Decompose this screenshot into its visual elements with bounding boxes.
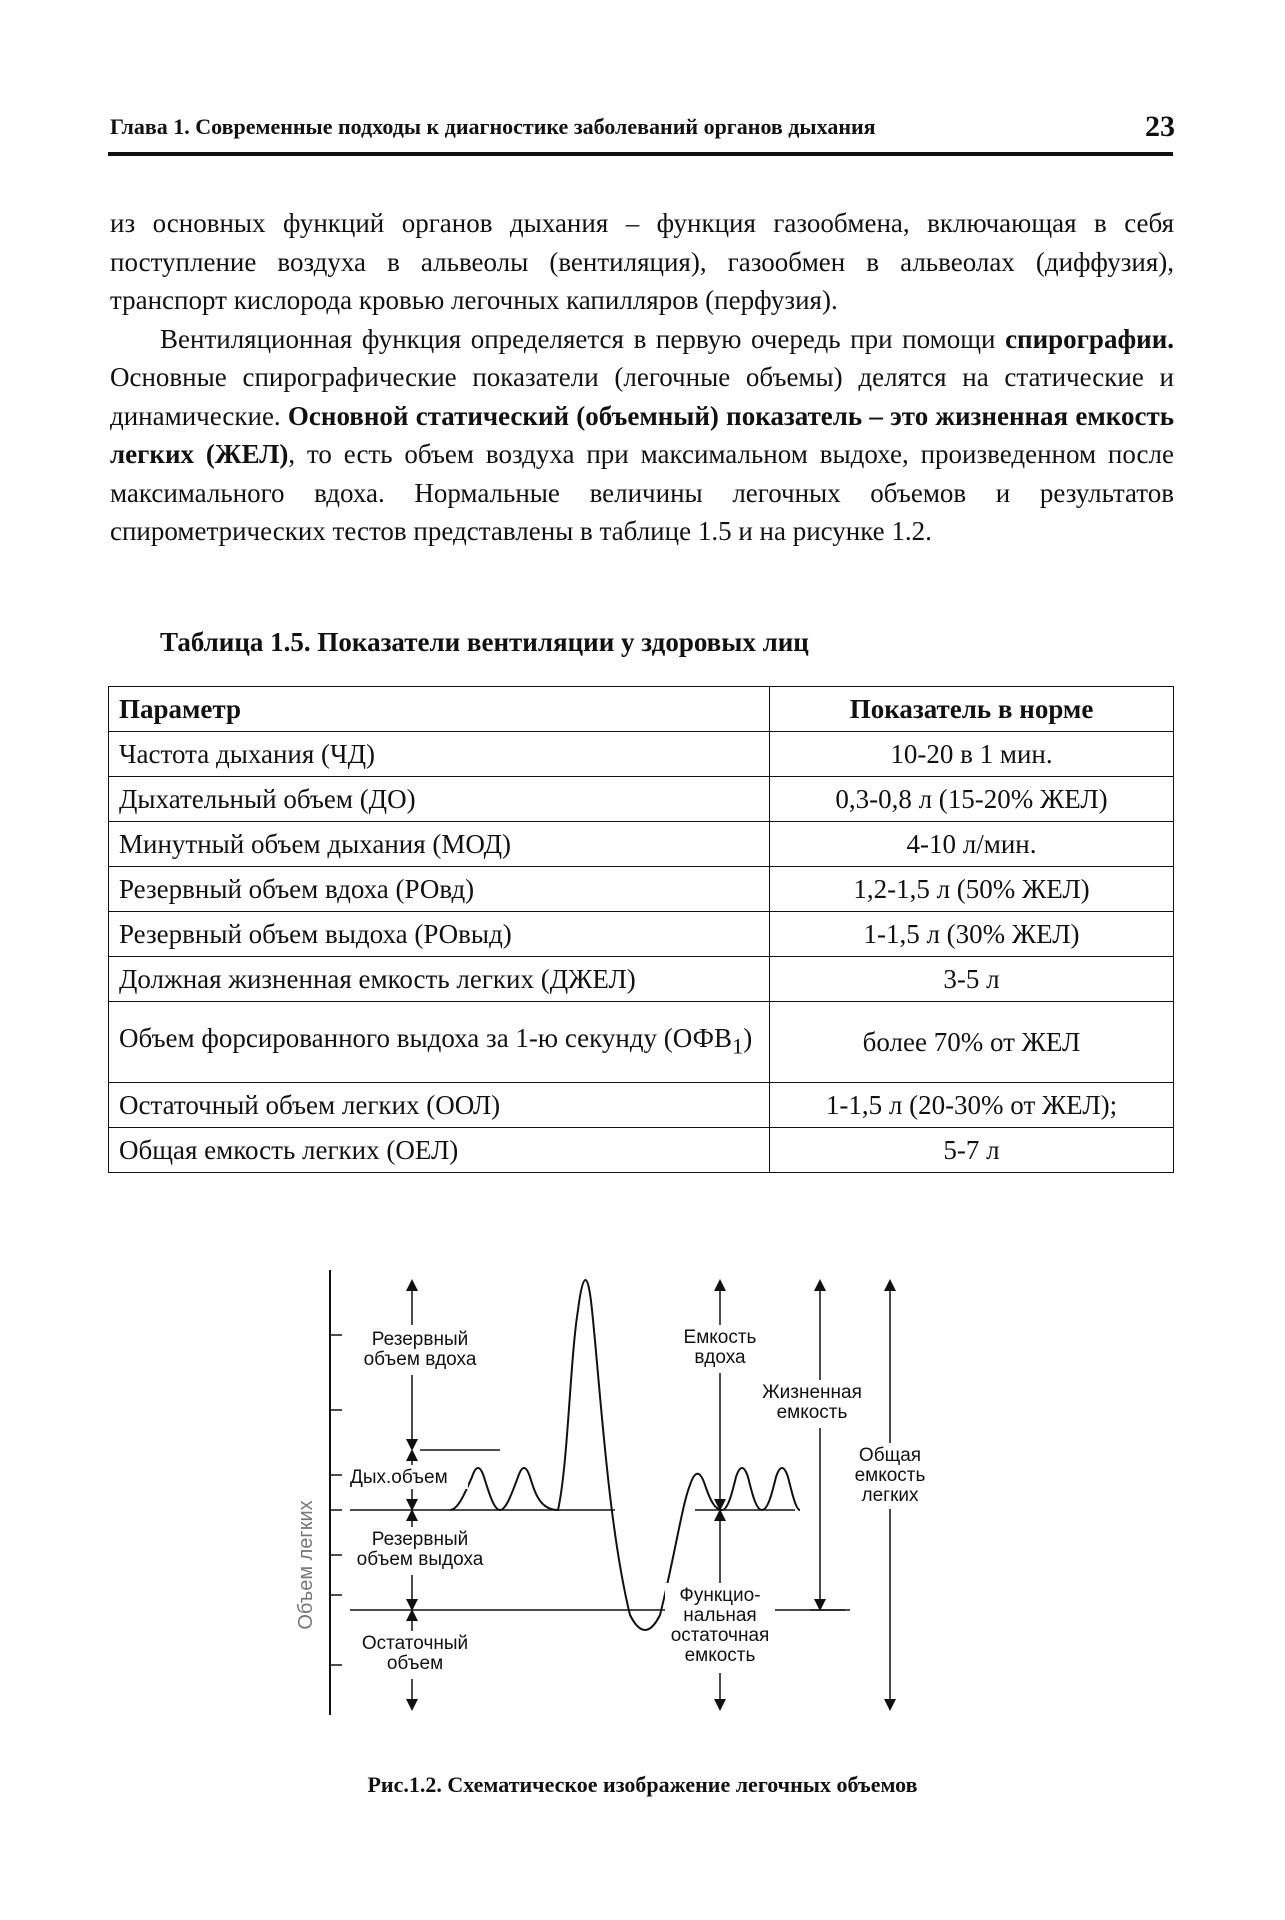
table-header-norm: Показатель в норме	[770, 687, 1174, 732]
label-rv-line2: объем	[386, 1653, 444, 1674]
label-frc-line1: Функцио-	[679, 1585, 761, 1606]
paragraph-2-part-a: Вентиляционная функция определяется в первую очередь при помощи	[160, 323, 1006, 354]
label-ic-line2: вдоха	[694, 1347, 746, 1368]
table-cell-parameter: Резервный объем вдоха (РОвд)	[109, 867, 770, 912]
table-cell-parameter: Общая емкость легких (ОЕЛ)	[109, 1128, 770, 1173]
table-cell-norm: 1-1,5 л (20-30% от ЖЕЛ);	[770, 1083, 1174, 1128]
table-row	[109, 732, 1174, 777]
label-irv-line1: Резервный	[371, 1329, 469, 1350]
label-frc-line3: остаточная	[670, 1625, 770, 1646]
table-cell-norm: 1-1,5 л (30% ЖЕЛ)	[770, 912, 1174, 957]
table-cell-norm: 0,3-0,8 л (15-20% ЖЕЛ)	[770, 777, 1174, 822]
table-cell-norm: более 70% от ЖЕЛ	[770, 1002, 1174, 1083]
table-cell-parameter: Должная жизненная емкость легких (ДЖЕЛ)	[109, 957, 770, 1002]
table-cell-parameter: Частота дыхания (ЧД)	[109, 732, 770, 777]
table-header-row	[109, 687, 1174, 732]
body-text	[110, 204, 1174, 551]
lung-volumes-diagram	[290, 1265, 990, 1725]
paragraph-2-term-spirography: спирографии.	[1005, 323, 1174, 354]
table-cell-norm: 1,2-1,5 л (50% ЖЕЛ)	[770, 867, 1174, 912]
table-cell-parameter	[109, 1002, 770, 1083]
label-vc-line1: Жизненная	[762, 1382, 862, 1403]
table-header-parameter: Параметр	[109, 687, 770, 732]
table-row	[109, 867, 1174, 912]
table-cell-parameter: Дыхательный объем (ДО)	[109, 777, 770, 822]
table-cell-parameter: Остаточный объем легких (ООЛ)	[109, 1083, 770, 1128]
table-row	[109, 822, 1174, 867]
table-cell-parameter: Резервный объем выдоха (РОвыд)	[109, 912, 770, 957]
figure-caption: Рис.1.2. Схематическое изображение легочных объемов	[367, 1772, 918, 1797]
label-ic-line1: Емкость	[683, 1327, 757, 1348]
table-cell-norm: 4-10 л/мин.	[770, 822, 1174, 867]
table-row	[109, 777, 1174, 822]
paragraph-2-term-vc: Основной статический (объемный) показатель – это жизненная емкость легких (ЖЕЛ)	[110, 400, 1174, 469]
label-vc-line2: емкость	[776, 1402, 848, 1423]
label-tlc-line1: Общая	[858, 1445, 922, 1466]
lung-volumes-figure	[290, 1265, 990, 1725]
page-number: 23	[1145, 110, 1175, 143]
label-irv-line2: объем вдоха	[363, 1349, 477, 1370]
fev-close: )	[743, 1022, 753, 1053]
axis-label: Объем легких	[295, 1500, 317, 1630]
label-erv-line2: объем выдоха	[356, 1549, 484, 1570]
table-caption: Таблица 1.5. Показатели вентиляции у здоровых лиц	[160, 627, 809, 657]
fev-label: Объем форсированного выдоха за 1-ю секунду (ОФВ	[119, 1022, 732, 1053]
paragraph-2-part-c: Основные спирографические показатели (легочные объемы) делятся на статические и динамические.	[110, 362, 1174, 431]
fev-subscript: 1	[731, 1033, 744, 1059]
label-tlc-line2: емкость	[854, 1465, 926, 1486]
paragraph-1: из основных функций органов дыхания – функция газообмена, включающая в себя поступление воздуха в альвеолы (вентиляция), газообмен в альвеолах (диффузия), транспорт кислорода кровью легочных капилляров (перфузия).	[110, 208, 1174, 315]
label-erv-line1: Резервный	[371, 1529, 469, 1550]
paragraph-2	[110, 320, 1174, 551]
table-row	[109, 1002, 1174, 1083]
table-cell-norm: 3-5 л	[770, 957, 1174, 1002]
label-tlc-line3: легких	[861, 1485, 919, 1506]
table-row	[109, 1083, 1174, 1128]
table-cell-norm: 10-20 в 1 мин.	[770, 732, 1174, 777]
header-rule	[108, 152, 1173, 156]
label-tidal-volume: Дых.объем	[350, 1467, 448, 1488]
table-row	[109, 1128, 1174, 1173]
label-frc-line4: емкость	[684, 1645, 756, 1666]
label-frc-line2: нальная	[683, 1605, 757, 1626]
header-title: Глава 1. Современные подходы к диагностике заболеваний органов дыхания	[110, 114, 876, 139]
table-cell-norm: 5-7 л	[770, 1128, 1174, 1173]
ventilation-table	[108, 686, 1174, 1173]
table-row	[109, 912, 1174, 957]
volume-axis	[330, 1270, 342, 1715]
paragraph-2-part-e: , то есть объем воздуха при максимальном выдохе, произведенном после максимального вдоха. Нормальные величины легочных объемов и результатов спирометрических тестов представлены в таблице 1.5 и на рисунке 1.2.	[110, 439, 1174, 546]
table-cell-parameter: Минутный объем дыхания (МОД)	[109, 822, 770, 867]
label-rv-line1: Остаточный	[361, 1633, 469, 1654]
table-row	[109, 957, 1174, 1002]
